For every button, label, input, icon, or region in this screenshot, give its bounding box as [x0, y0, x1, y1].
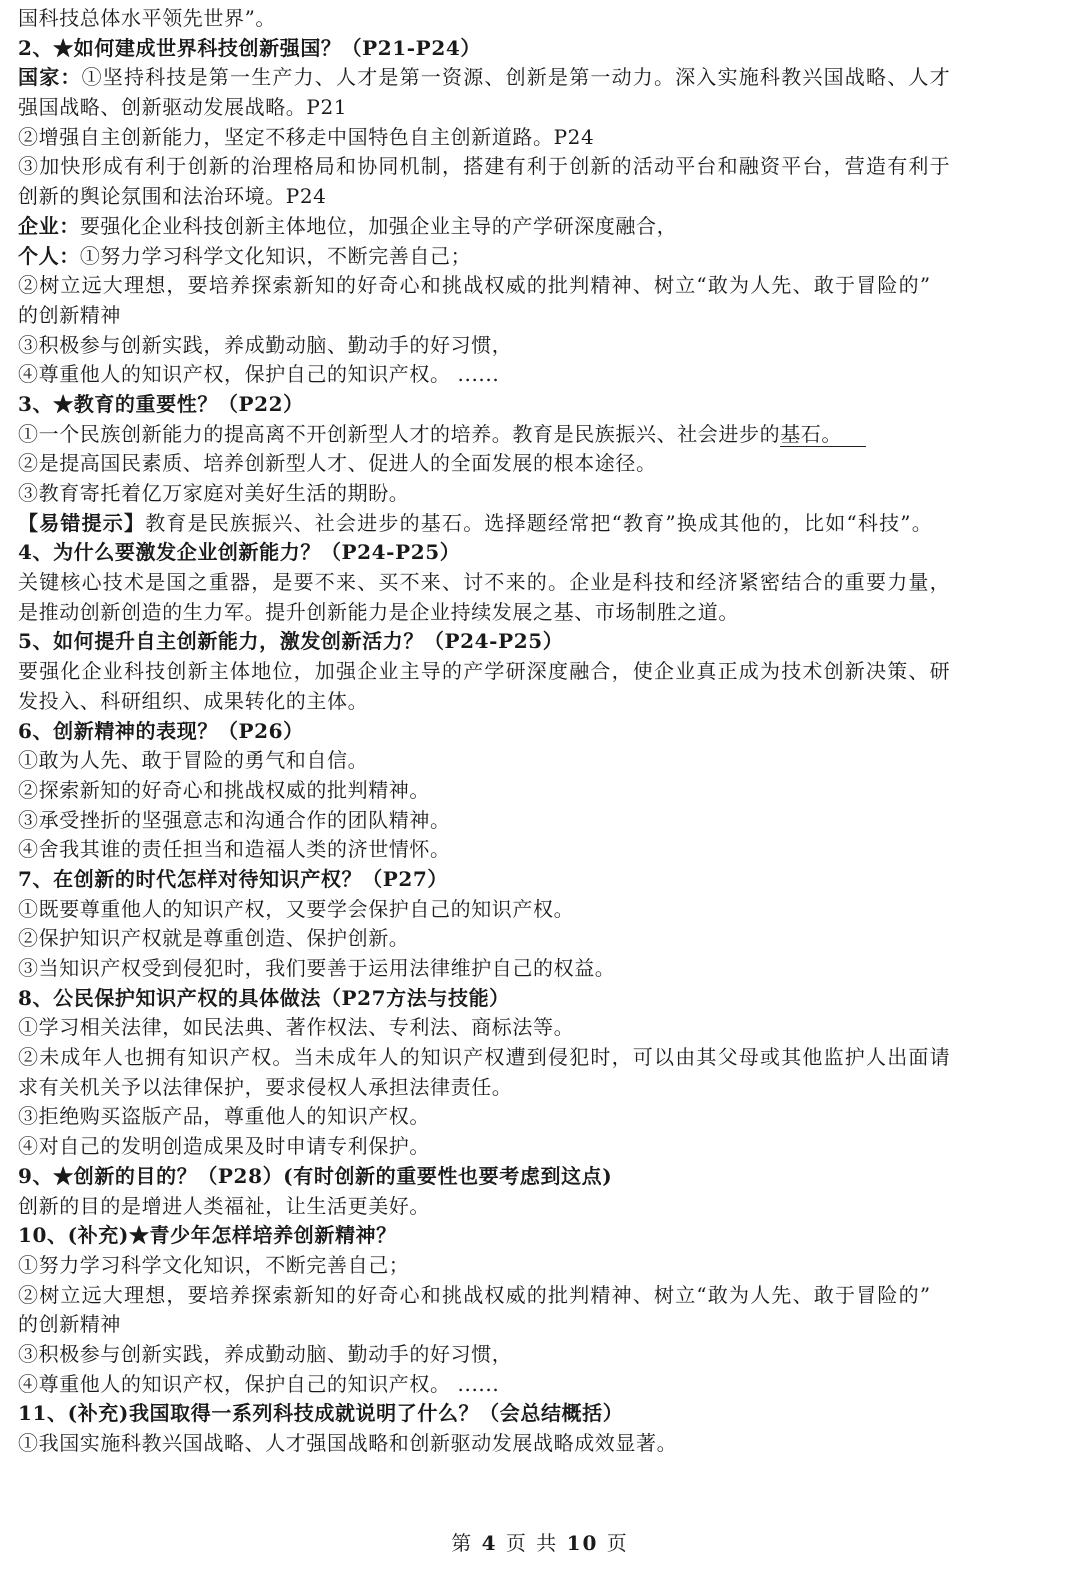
text-line — [18, 1102, 1028, 1132]
document-page — [18, 4, 1028, 1459]
line-text: ②树立远大理想，要培养探索新知的好奇心和挑战权威的批判精神、树立“敢为人先、敢于冒险的” — [18, 273, 932, 298]
line-text: 要强化企业科技创新主体地位，加强企业主导的产学研深度融合， — [79, 213, 678, 238]
footer-suffix: 页 — [606, 1531, 629, 1555]
text-line — [18, 954, 1028, 984]
text-line — [18, 1192, 1028, 1222]
line-text: ②探索新知的好奇心和挑战权威的批判精神。 — [18, 777, 430, 802]
text-line — [18, 1310, 1028, 1340]
line-text: ②保护知识产权就是尊重创造、保护创新。 — [18, 926, 410, 951]
text-line — [18, 63, 1028, 93]
line-text: ④舍我其谁的责任担当和造福人类的济世情怀。 — [18, 837, 451, 862]
text-line — [18, 4, 1028, 34]
text-line — [18, 568, 1028, 598]
line-text: ②未成年人也拥有知识产权。当未成年人的知识产权遭到侵犯时，可以由其父母或其他监护人出面请 — [18, 1045, 951, 1070]
underlined-text: 基石。 — [780, 422, 866, 447]
line-text: 10、(补充)★青少年怎样培养创新精神？ — [18, 1223, 397, 1248]
line-text: 求有关机关予以法律保护，要求侵权人承担法律责任。 — [18, 1074, 513, 1099]
section-heading — [18, 1221, 1028, 1251]
section-heading — [18, 1399, 1028, 1429]
line-text: ①努力学习科学文化知识，不断完善自己； — [79, 243, 472, 268]
line-text: ①一个民族创新能力的提高离不开创新型人才的培养。教育是民族振兴、社会进步的 — [18, 421, 781, 446]
line-text: ①敢为人先、敢于冒险的勇气和自信。 — [18, 748, 369, 773]
line-text: ③教育寄托着亿万家庭对美好生活的期盼。 — [18, 481, 410, 505]
text-line — [18, 449, 1028, 479]
line-text: ②是提高国民素质、培养创新型人才、促进人的全面发展的根本途径。 — [18, 451, 657, 476]
section-heading — [18, 1162, 1028, 1192]
line-text: 要强化企业科技创新主体地位，加强企业主导的产学研深度融合，使企业真正成为技术创新决策、研 — [18, 659, 951, 684]
line-text: 9、★创新的目的？（P28）(有时创新的重要性也要考虑到这点) — [18, 1163, 613, 1188]
text-line — [18, 331, 1028, 361]
section-heading — [18, 984, 1028, 1014]
text-line — [18, 687, 1028, 717]
text-line — [18, 1251, 1028, 1281]
section-heading — [18, 865, 1028, 895]
text-line — [18, 746, 1028, 776]
footer-page-number: 4 — [481, 1531, 498, 1555]
line-text: ①努力学习科学文化知识，不断完善自己； — [18, 1252, 410, 1277]
line-text: ①我国实施科教兴国战略、人才强国战略和创新驱动发展战略成效显著。 — [18, 1431, 678, 1455]
text-line — [18, 1132, 1028, 1162]
text-line — [18, 776, 1028, 806]
line-text: 教育是民族振兴、社会进步的基石。选择题经常把“教育”换成其他的，比如“科技”。 — [145, 510, 933, 535]
line-text: ①坚持科技是第一生产力、人才是第一资源、创新是第一动力。深入实施科教兴国战略、人才 — [81, 65, 951, 90]
line-text: 2、★如何建成世界科技创新强国？（P21-P24） — [18, 35, 481, 60]
line-text: 创新的目的是增进人类福祉，让生活更美好。 — [18, 1193, 430, 1218]
footer-total-pages: 10 — [566, 1531, 599, 1555]
text-line — [18, 1013, 1028, 1043]
text-line — [18, 1340, 1028, 1370]
line-lead-label: 企业： — [18, 213, 80, 238]
line-text: ③当知识产权受到侵犯时，我们要善于运用法律维护自己的权益。 — [18, 956, 616, 980]
text-line — [18, 598, 1028, 628]
line-text: 11、(补充)我国取得一系列科技成就说明了什么？（会总结概括） — [18, 1401, 624, 1426]
line-text: 发投入、科研组织、成果转化的主体。 — [18, 688, 369, 713]
line-lead-label: 国家： — [18, 65, 82, 90]
text-line — [18, 835, 1028, 865]
text-line — [18, 924, 1028, 954]
line-text: 国科技总体水平领先世界”。 — [18, 6, 277, 30]
text-line — [18, 152, 1028, 182]
text-line — [18, 895, 1028, 925]
text-line — [18, 123, 1028, 153]
text-line — [18, 242, 1028, 272]
line-text: ④尊重他人的知识产权，保护自己的知识产权。 ...... — [18, 362, 500, 387]
line-text: ④对自己的发明创造成果及时申请专利保护。 — [18, 1134, 430, 1159]
line-text: ④尊重他人的知识产权，保护自己的知识产权。 ...... — [18, 1371, 500, 1396]
text-line — [18, 657, 1028, 687]
page-footer — [0, 1528, 1080, 1558]
text-line — [18, 1073, 1028, 1103]
text-line — [18, 479, 1028, 509]
section-heading — [18, 717, 1028, 747]
line-text: 关键核心技术是国之重器，是要不来、买不来、讨不来的。企业是科技和经济紧密结合的重要力量， — [18, 570, 951, 595]
section-heading — [18, 390, 1028, 420]
text-line — [18, 93, 1028, 123]
text-line — [18, 1281, 1028, 1311]
section-heading — [18, 627, 1028, 657]
line-text: 3、★教育的重要性？（P22） — [18, 391, 304, 416]
line-text: 的创新精神 — [18, 302, 121, 327]
text-line — [18, 301, 1028, 331]
line-text: ②增强自主创新能力，坚定不移走中国特色自主创新道路。P24 — [18, 124, 595, 149]
text-line — [18, 420, 1028, 450]
line-text: ③加快形成有利于创新的治理格局和协同机制，搭建有利于创新的活动平台和融资平台，营造有利于 — [18, 154, 951, 179]
line-text: 7、在创新的时代怎样对待知识产权？（P27） — [18, 866, 448, 891]
section-heading — [18, 34, 1028, 64]
line-text: 强国战略、创新驱动发展战略。P21 — [18, 95, 348, 120]
text-line — [18, 806, 1028, 836]
line-text: ①既要尊重他人的知识产权，又要学会保护自己的知识产权。 — [18, 896, 575, 921]
line-text: 的创新精神 — [18, 1312, 121, 1337]
text-line — [18, 1370, 1028, 1400]
line-text: 创新的舆论氛围和法治环境。P24 — [18, 184, 327, 209]
line-text: ③承受挫折的坚强意志和沟通合作的团队精神。 — [18, 807, 451, 832]
line-text: ①学习相关法律，如民法典、著作权法、专利法、商标法等。 — [18, 1015, 575, 1040]
text-line — [18, 1429, 1028, 1459]
text-line — [18, 360, 1028, 390]
text-line — [18, 182, 1028, 212]
line-text: ③积极参与创新实践，养成勤动脑、勤动手的好习惯， — [18, 332, 513, 357]
line-text: ③积极参与创新实践，养成勤动脑、勤动手的好习惯， — [18, 1341, 513, 1366]
line-lead-label: 【易错提示】 — [18, 510, 146, 535]
line-text: 5、如何提升自主创新能力，激发创新活力？（P24-P25） — [18, 629, 564, 654]
line-text: ②树立远大理想，要培养探索新知的好奇心和挑战权威的批判精神、树立“敢为人先、敢于冒险的” — [18, 1282, 932, 1307]
line-text: 是推动创新创造的生力军。提升创新能力是企业持续发展之基、市场制胜之道。 — [18, 599, 739, 624]
section-heading — [18, 538, 1028, 568]
footer-mid: 页 共 — [505, 1531, 559, 1555]
text-line — [18, 509, 1028, 539]
text-line — [18, 1043, 1028, 1073]
line-text: 4、为什么要激发企业创新能力？（P24-P25） — [18, 540, 461, 565]
line-lead-label: 个人： — [18, 243, 80, 268]
line-text: 6、创新精神的表现？（P26） — [18, 718, 304, 743]
line-text: 8、公民保护知识产权的具体做法（P27方法与技能） — [18, 985, 510, 1010]
footer-prefix: 第 — [451, 1531, 474, 1555]
line-text: ③拒绝购买盗版产品，尊重他人的知识产权。 — [18, 1104, 430, 1129]
text-line — [18, 212, 1028, 242]
text-line — [18, 271, 1028, 301]
